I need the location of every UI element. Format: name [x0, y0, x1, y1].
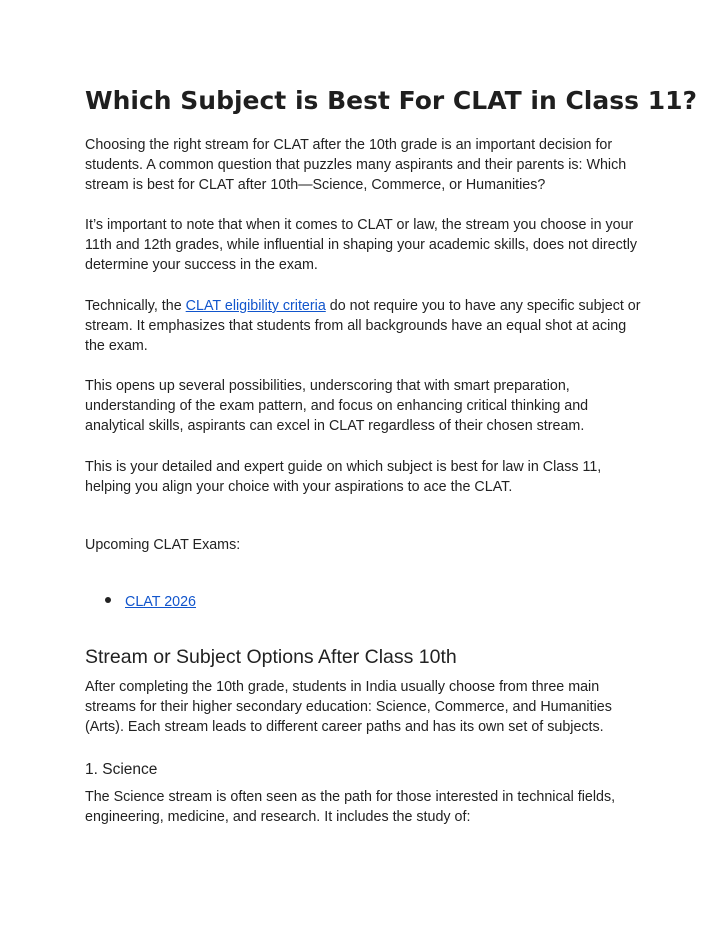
text-span: do not require you to have any specific subject or: [325, 298, 641, 314]
section-heading: Stream or Subject Options After Class 10th: [85, 646, 457, 668]
paragraph-line: (Arts). Each stream leads to different career paths and has its own set of subjects.: [85, 718, 604, 735]
paragraph-line: 11th and 12th grades, while influential in shaping your academic skills, does not directly: [85, 236, 638, 253]
guide-paragraph: [85, 458, 645, 498]
paragraph-line: the exam.: [85, 337, 148, 354]
clat-2026-link[interactable]: CLAT 2026: [125, 594, 197, 610]
paragraph-line: stream is best for CLAT after 10th—Science, Commerce, or Humanities?: [85, 176, 546, 193]
bullet-list-item: [105, 592, 196, 612]
text-span: Technically, the: [85, 298, 186, 314]
science-subheading: 1. Science: [85, 761, 158, 778]
clat-eligibility-criteria-link[interactable]: CLAT eligibility criteria: [185, 298, 326, 314]
bullet-icon: [105, 597, 111, 603]
paragraph-line: streams for their higher secondary education: Science, Commerce, and Humanities: [85, 698, 612, 715]
paragraph-line: The Science stream is often seen as the path for those interested in technical fields,: [85, 789, 616, 805]
paragraph-line: This opens up several possibilities, underscoring that with smart preparation,: [85, 378, 570, 394]
page-title: Which Subject is Best For CLAT in Class 11?: [85, 86, 697, 115]
paragraph-line: understanding of the exam pattern, and focus on enhancing critical thinking and: [85, 397, 589, 414]
paragraph-line: This is your detailed and expert guide on which subject is best for law in Class 11,: [85, 459, 602, 475]
stream-note-paragraph: [85, 216, 645, 275]
paragraph-line: helping you align your choice with your aspirations to ace the CLAT.: [85, 478, 513, 495]
stream-options-paragraph: [85, 678, 645, 737]
paragraph-line: Upcoming CLAT Exams:: [85, 537, 241, 553]
paragraph-line: Choosing the right stream for CLAT after the 10th grade is an important decision for: [85, 137, 613, 153]
paragraph-line: students. A common question that puzzles many aspirants and their parents is: Which: [85, 156, 627, 173]
paragraph-line: [85, 297, 645, 317]
intro-paragraph: [85, 136, 645, 195]
paragraph-line: determine your success in the exam.: [85, 256, 318, 273]
eligibility-paragraph: [85, 297, 645, 356]
possibilities-paragraph: [85, 377, 645, 436]
paragraph-line: After completing the 10th grade, students in India usually choose from three main: [85, 679, 600, 695]
upcoming-exams-label: [85, 536, 645, 556]
science-paragraph: [85, 788, 645, 828]
paragraph-line: stream. It emphasizes that students from all backgrounds have an equal shot at acing: [85, 317, 627, 334]
paragraph-line: engineering, medicine, and research. It includes the study of:: [85, 808, 471, 825]
paragraph-line: analytical skills, aspirants can excel in CLAT regardless of their chosen stream.: [85, 417, 585, 434]
paragraph-line: It’s important to note that when it comes to CLAT or law, the stream you choose in your: [85, 217, 634, 233]
